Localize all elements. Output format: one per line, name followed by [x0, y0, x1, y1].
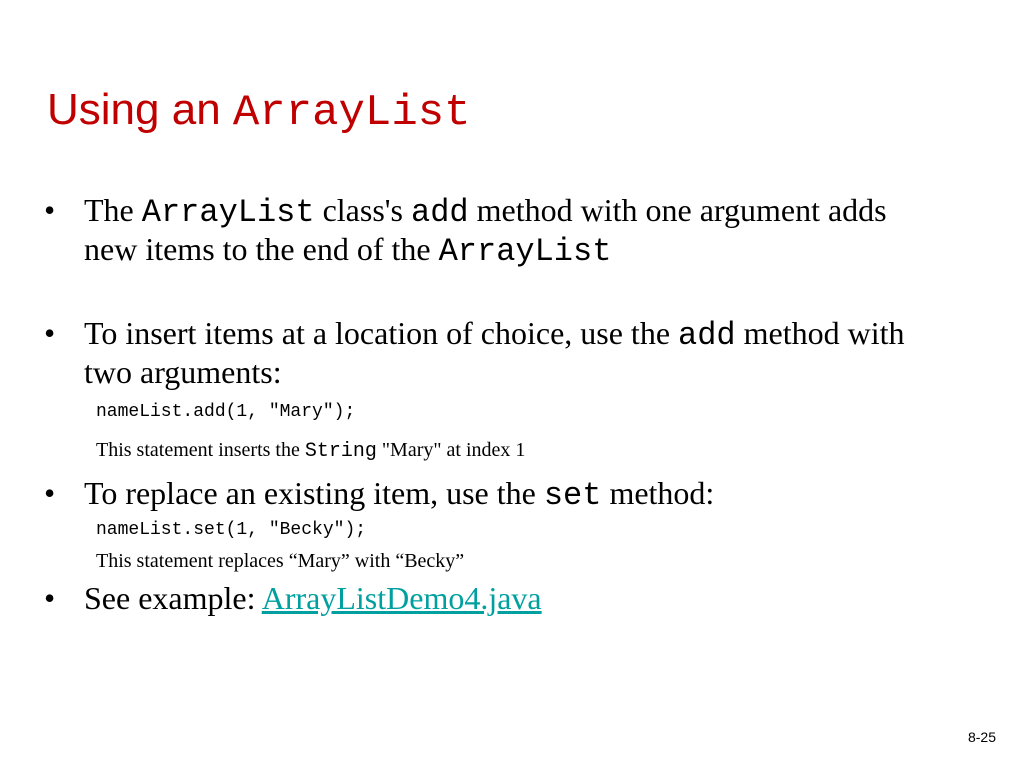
bullet-text: To replace an existing item, use the set method: [84, 475, 715, 514]
bullet-dot: • [44, 315, 56, 351]
bullet-see-example [44, 580, 924, 617]
replace-code-example: nameList.set(1, "Becky"); [96, 520, 367, 540]
bullet-text: See example: ArrayListDemo4.java [84, 580, 542, 616]
bullet-insert-items [44, 315, 924, 391]
slide-title [47, 80, 471, 143]
bullet-replace-item [44, 475, 924, 514]
bullet-dot: • [44, 192, 56, 228]
title-prefix: Using an [47, 85, 233, 134]
bullet-add-method [44, 192, 924, 270]
bullet-text: To insert items at a location of choice, use the add method with two arguments: [84, 315, 905, 390]
insert-note: This statement inserts the String "Mary" at index 1 [96, 439, 526, 463]
page-number: 8-25 [967, 729, 996, 745]
example-link[interactable]: ArrayListDemo4.java [261, 580, 542, 616]
bullet-text: The ArrayList class's add method with one argument adds new items to the end of the ArrayList [84, 192, 887, 270]
bullet-dot: • [44, 580, 56, 616]
title-code: ArrayList [232, 88, 471, 138]
replace-note: This statement replaces “Mary” with “Becky” [96, 550, 465, 572]
bullet-dot: • [44, 475, 56, 511]
insert-code-example: nameList.add(1, "Mary"); [96, 402, 356, 422]
